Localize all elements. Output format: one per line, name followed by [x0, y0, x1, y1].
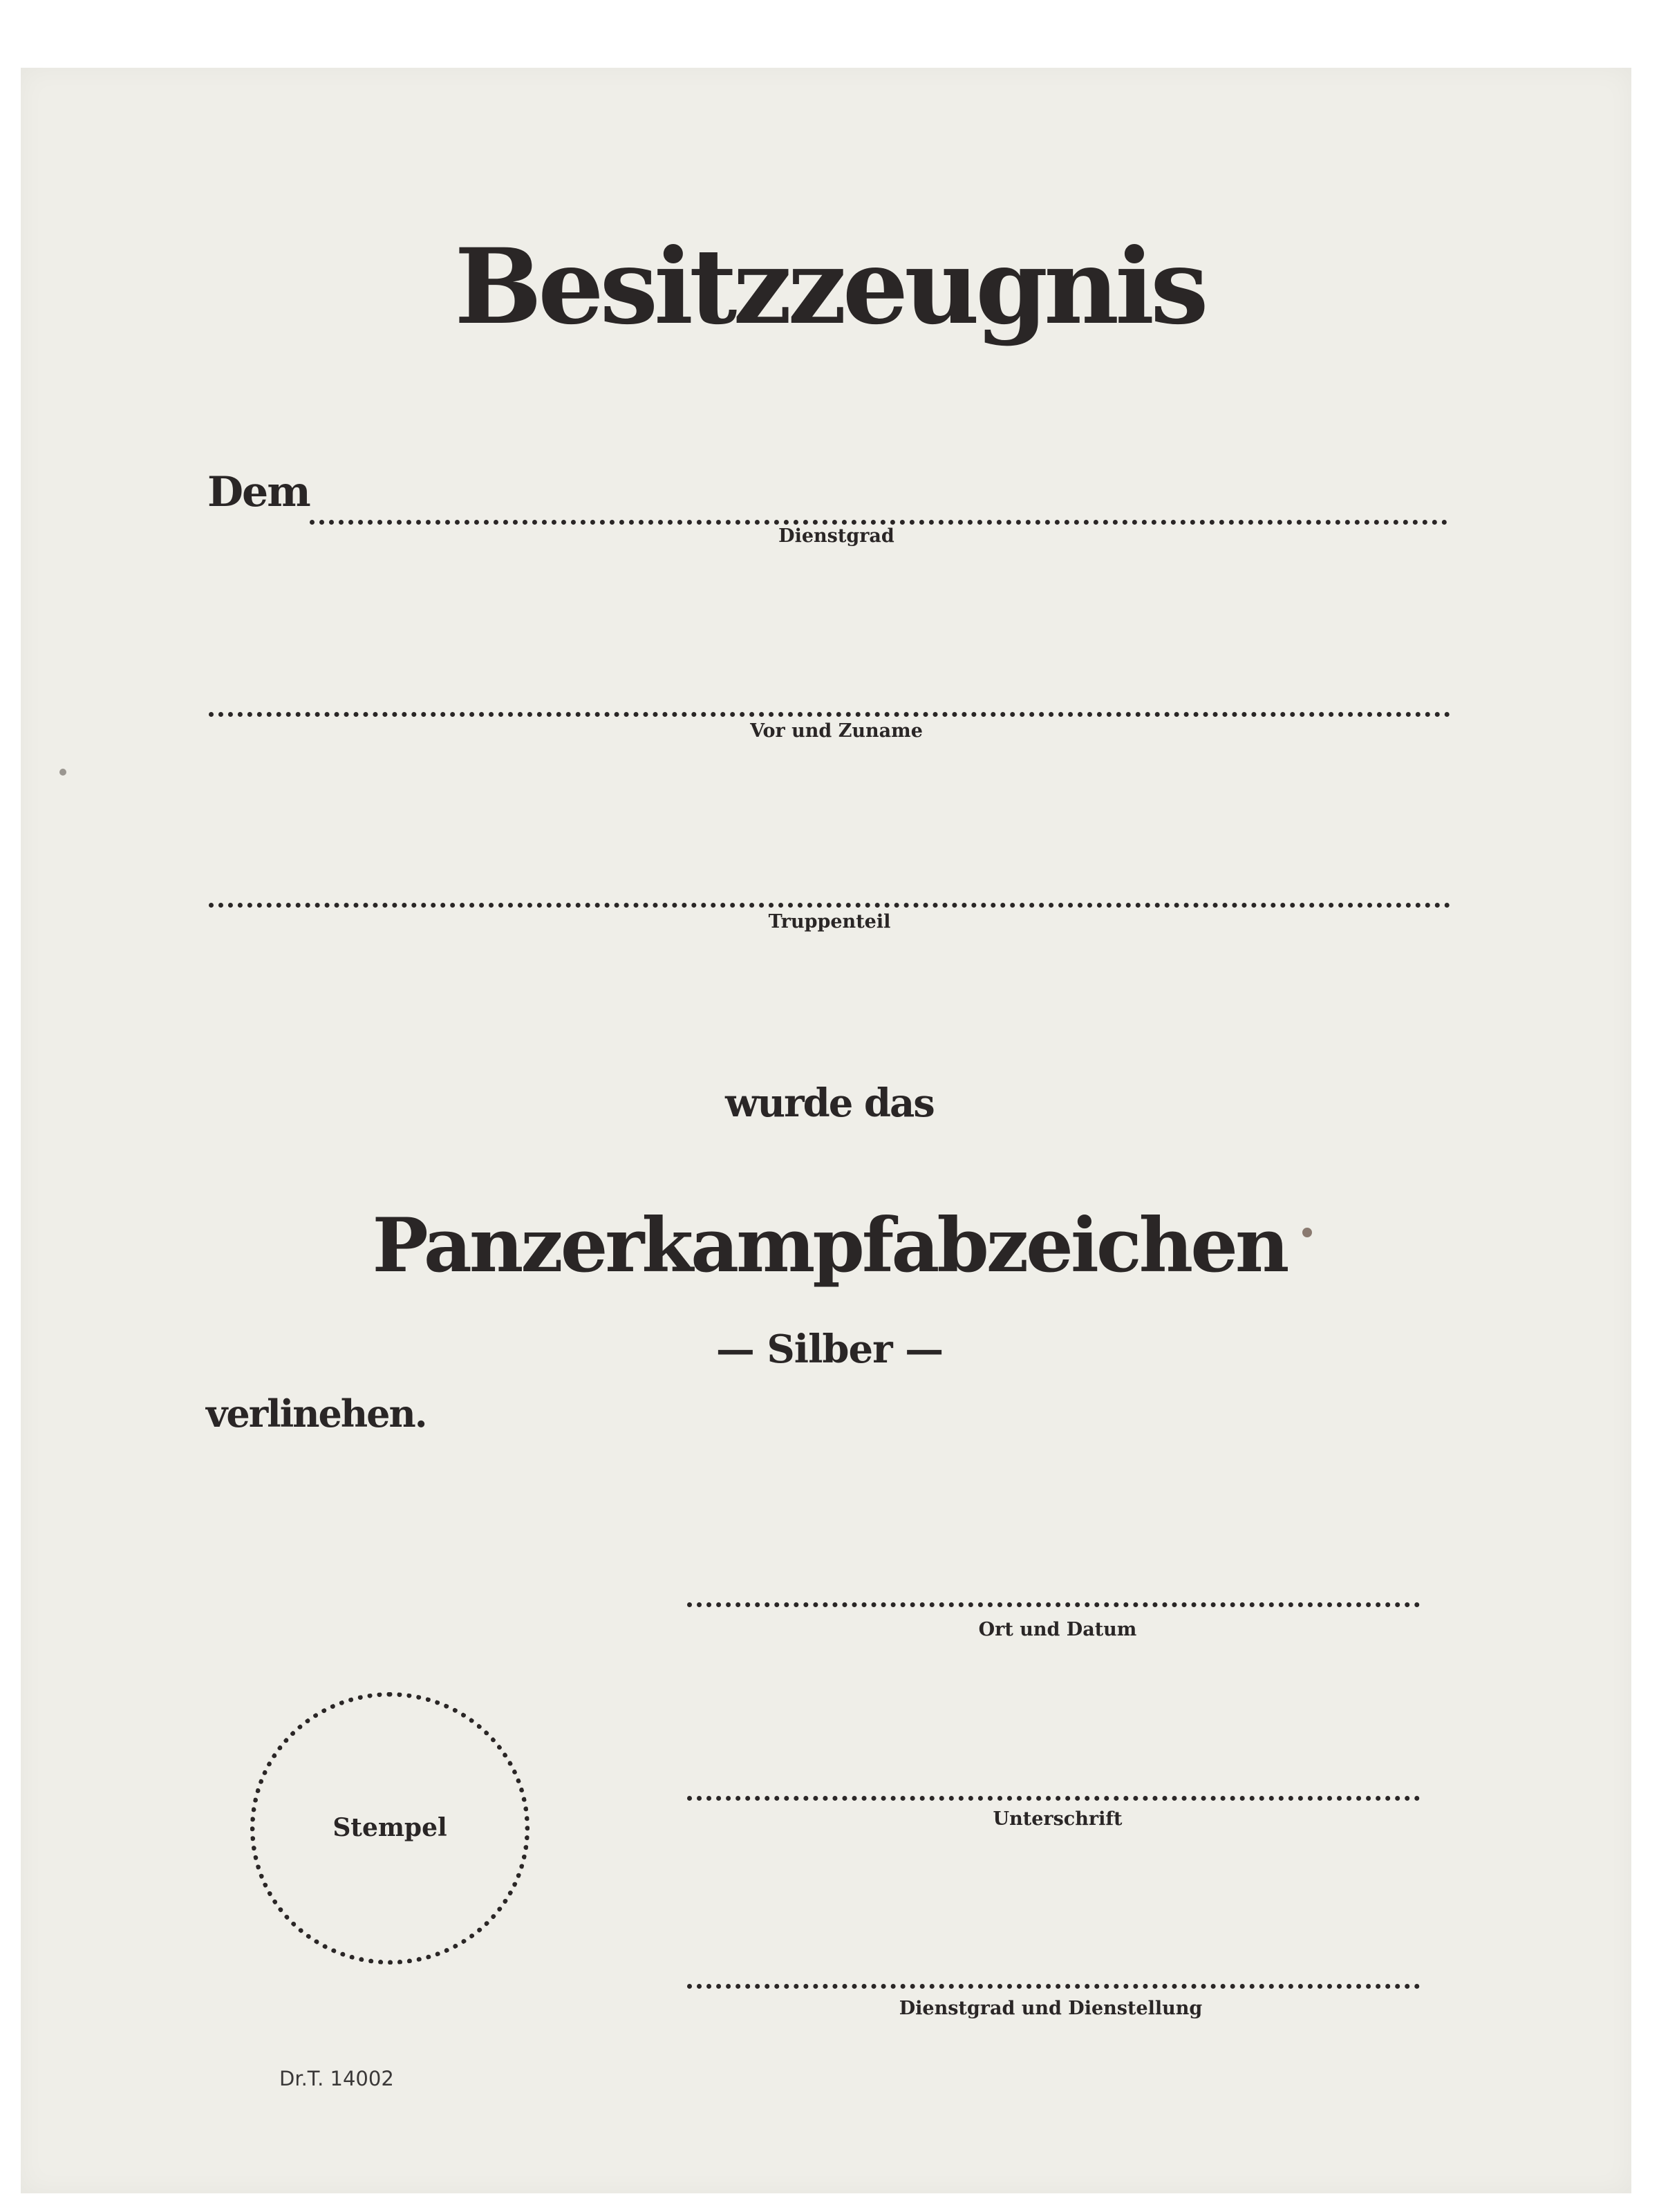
document-title: Besitzzeugnis	[454, 226, 1205, 348]
closing-text: verlinehen.	[206, 1391, 427, 1436]
rank-position-dotted-line	[687, 1984, 1420, 1989]
print-number: Dr.T. 14002	[279, 2067, 394, 2090]
award-intro: wurde das	[725, 1080, 934, 1126]
name-caption: Vor und Zuname	[750, 720, 923, 742]
rank-position-caption: Dienstgrad und Dienstellung	[899, 1998, 1203, 2019]
dem-label: Dem	[207, 468, 310, 516]
signature-dotted-line	[687, 1796, 1420, 1801]
signature-caption: Unterschrift	[993, 1808, 1123, 1830]
unit-dotted-line	[209, 903, 1450, 908]
unit-caption: Truppenteil	[768, 911, 891, 932]
place-date-dotted-line	[687, 1602, 1420, 1607]
name-dotted-line	[209, 712, 1450, 717]
place-date-caption: Ort und Datum	[978, 1619, 1137, 1640]
rank-caption: Dienstgrad	[778, 525, 894, 547]
award-grade: — Silber —	[715, 1327, 944, 1372]
rank-dotted-line	[310, 520, 1447, 525]
stamp-label: Stempel	[332, 1813, 447, 1842]
stamp-circle	[250, 1692, 529, 1965]
paper-speck	[1302, 1228, 1312, 1237]
paper-speck	[59, 769, 66, 776]
award-name: Panzerkampfabzeichen	[372, 1202, 1287, 1289]
